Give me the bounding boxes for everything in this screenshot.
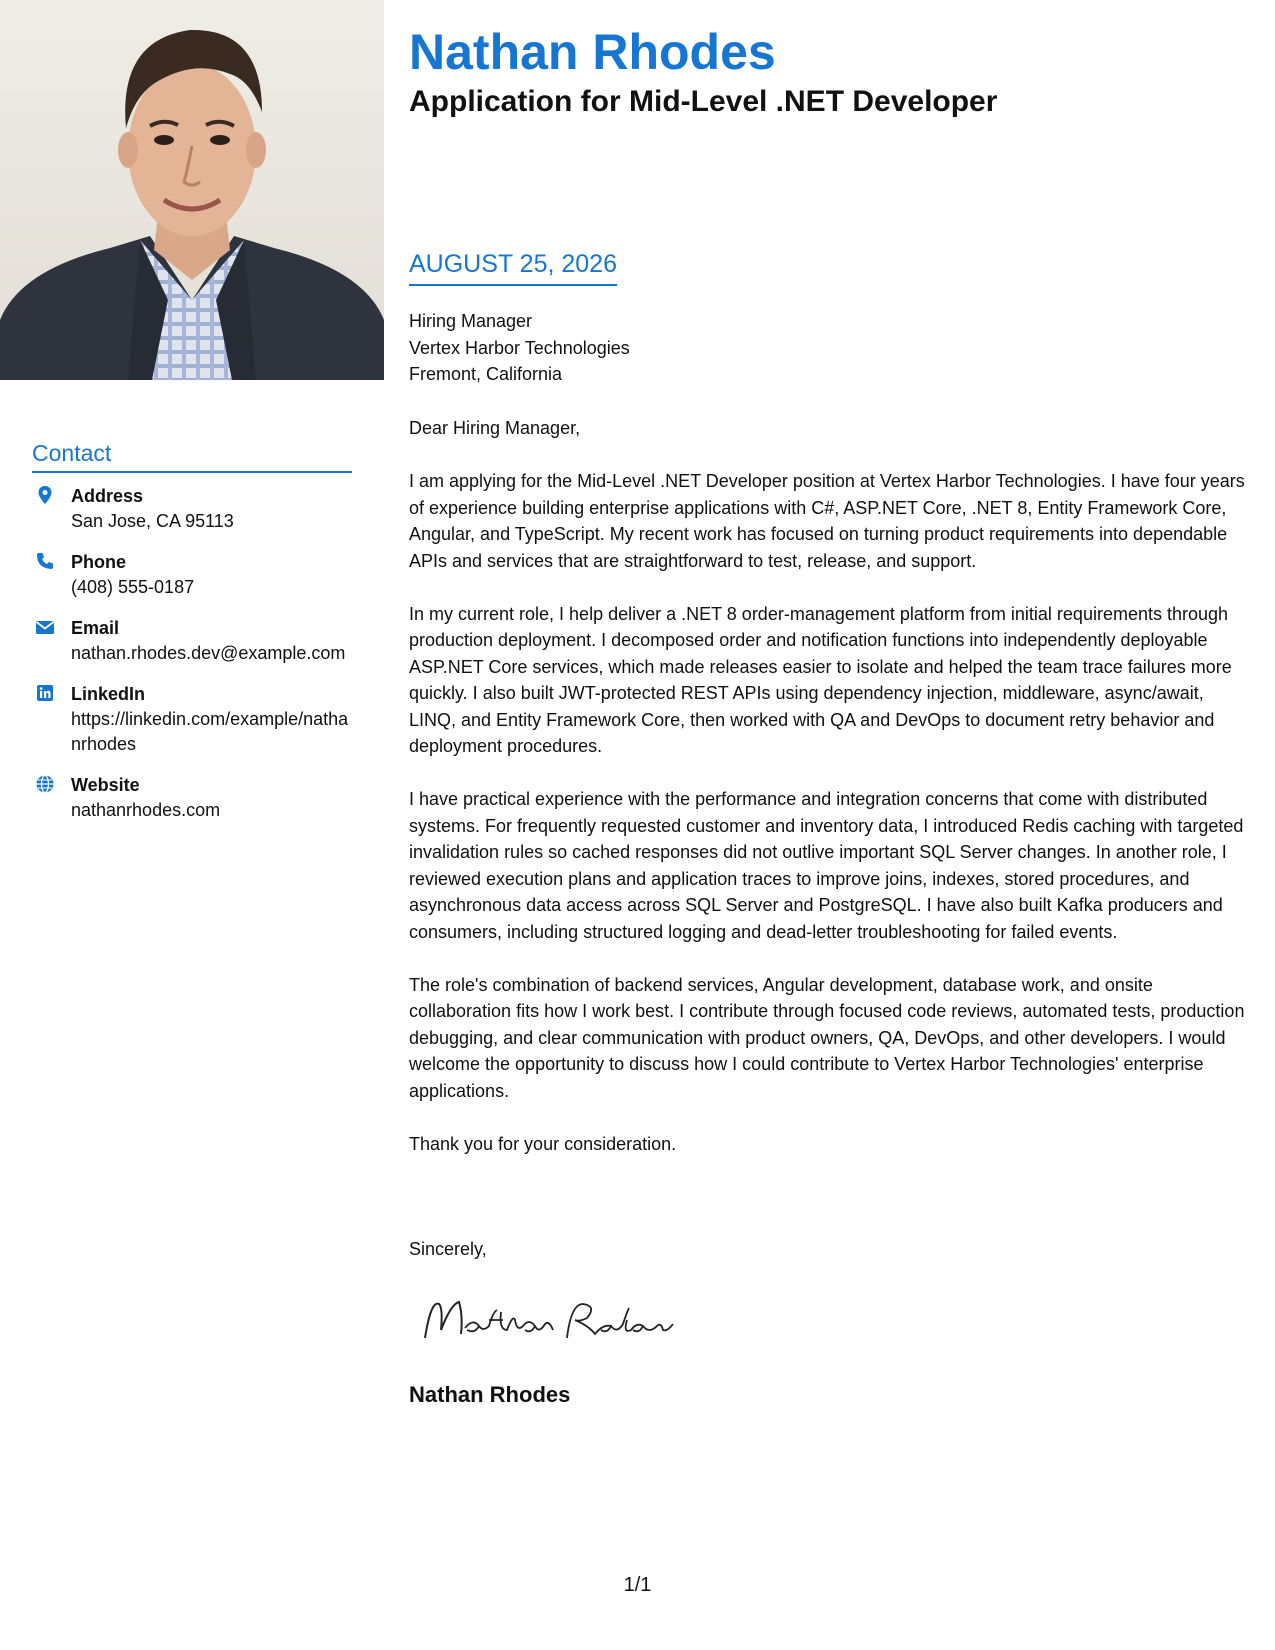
contact-linkedin <box>32 682 354 757</box>
address-value: San Jose, CA 95113 <box>71 511 234 531</box>
phone-value: (408) 555-0187 <box>71 577 195 597</box>
website-value[interactable]: nathanrhodes.com <box>71 800 221 820</box>
recipient-title: Hiring Manager <box>409 311 533 331</box>
address-label: Address <box>71 486 144 506</box>
profile-photo <box>0 0 384 380</box>
linkedin-value[interactable]: https://linkedin.com/example/nathanrhodes <box>71 709 349 754</box>
phone-icon <box>35 551 55 571</box>
recipient-company: Vertex Harbor Technologies <box>409 337 630 358</box>
globe-icon <box>35 774 55 794</box>
salutation: Dear Hiring Manager, <box>409 418 581 438</box>
thanks-line: Thank you for your consideration. <box>409 1133 677 1154</box>
map-pin-icon <box>35 485 55 505</box>
contact-website <box>32 773 354 823</box>
sidebar <box>0 0 384 1650</box>
contact-address <box>32 484 354 534</box>
page-number: 1/1 <box>623 1574 652 1596</box>
handwritten-signature <box>417 1290 677 1350</box>
contact-email <box>32 616 354 666</box>
paragraph: In my current role, I help deliver a .NET 8 order-management platform from initial requirements through production deployment. I decomposed order and notification functions into independently deployable ASP.NET Core services, which made releases easier to isolate and helped the team trace failures more quickly. I also built JWT-protected REST APIs using dependency injection, middleware, async/await, LINQ, and Entity Framework Core, then worked with QA and DevOps to document retry behavior and deployment procedures. <box>409 603 1232 756</box>
letter-date: AUGUST 25, 2026 <box>409 248 617 286</box>
website-label: Website <box>71 775 140 795</box>
signer-name: Nathan Rhodes <box>409 1382 571 1407</box>
recipient-location: Fremont, California <box>409 364 563 384</box>
contact-heading: Contact <box>32 440 352 473</box>
phone-label: Phone <box>71 552 127 572</box>
linkedin-icon <box>35 683 55 703</box>
portrait-illustration <box>0 0 384 380</box>
paragraph: I am applying for the Mid-Level .NET Developer position at Vertex Harbor Technologies. I have four years of experience building enterprise applications with C#, ASP.NET Core, .NET 8, Entity Framework Core, Angular, and TypeScript. My recent work has focused on turning product requirements into dependable APIs and services that are straightforward to test, release, and support. <box>409 471 1245 571</box>
paragraph: I have practical experience with the performance and integration concerns that come with distributed systems. For frequently requested customer and inventory data, I introduced Redis caching with targeted invalidation rules so cached responses did not outlive important SQL Server changes. In another role, I reviewed execution plans and application traces to improve joins, indexes, stored procedures, and asynchronous data access across SQL Server and PostgreSQL. I have also built Kafka producers and consumers, including structured logging and dead-letter troubleshooting for failed events. <box>409 789 1244 942</box>
closing-line: Sincerely, <box>409 1239 487 1259</box>
recipient-block <box>409 308 630 388</box>
paragraph: The role's combination of backend services, Angular development, database work, and onsite collaboration fits how I work best. I contribute through focused code reviews, automated tests, production debugging, and clear communication with product owners, QA, DevOps, and other developers. I would welcome the opportunity to discuss how I could contribute to Vertex Harbor Technologies' enterprise applications. <box>409 974 1245 1101</box>
email-icon <box>35 617 55 637</box>
contact-phone <box>32 550 354 600</box>
contact-list <box>32 484 354 839</box>
email-value[interactable]: nathan.rhodes.dev@example.com <box>71 643 346 663</box>
application-title: Application for Mid-Level .NET Developer <box>409 85 998 118</box>
linkedin-label: LinkedIn <box>71 684 146 704</box>
applicant-name: Nathan Rhodes <box>409 24 776 80</box>
letter-body <box>409 415 1255 1184</box>
email-label: Email <box>71 618 120 638</box>
